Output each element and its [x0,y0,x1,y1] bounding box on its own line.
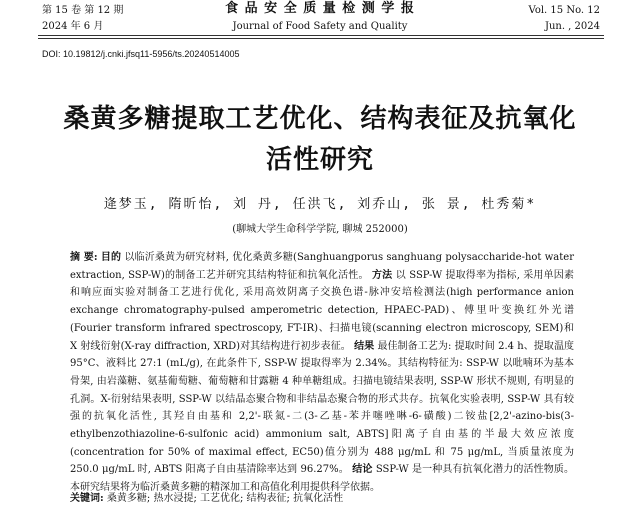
results-text: 最佳制备工艺为: 提取时间 2.4 h、提取温度 95°C、液料比 27:1 (mL/g), 在此条件下, SSP-W 提取得率为 2.34%。其结构特征为: SSP-W 以吡喃环为基本骨架, 由岩藻糖、氨基葡萄糖、葡萄糖和甘露糖 4 种单糖组成。扫描电镜结果表明, SSP-W 形状不规则, 有明显的孔洞。X-衍射结果表明, SSP-W 以结晶态聚合物和非结晶态聚合物的形式共存。抗氧化实验表明, SSP-W 具有较强的抗氧化活性, 其羟自由基和 2,2'-联氮-二(3-乙基-苯并噻唑啉-6-磺酸)二铵盐[2,2'-azino-bis(3-ethylbenzothiazoline-6-sulfonic acid) ammonium salt, ABTS]阳离子自由基的半最大效应浓度(concentration for 50% of maximal effect, EC50)值分别为 488 μg/mL 和 75 μg/mL, 当质量浓度为 250.0 μg/mL 时, ABTS 阳离子自由基清除率达到 96.27%。 [70,340,575,476]
abstract-label: 摘 要: [70,252,98,263]
header-rule-top [38,35,604,36]
objective-label: 目的 [100,252,122,263]
date-en: Jun. , 2024 [544,21,600,32]
journal-title-cn: 食 品 安 全 质 量 检 测 学 报 [225,1,415,16]
keywords [70,489,343,504]
conclusion-text: SSP-W 是一种具有抗氧化潜力的活性物质。本研究结果将为临沂桑黄多糖的精深加工和高值化利用提供科学依据。 [70,464,575,494]
keywords-text: 桑黄多糖; 热水浸提; 工艺优化; 结构表征; 抗氧化活性 [106,493,344,504]
paper-title-line1: 桑黄多糖提取工艺优化、结构表征及抗氧化 [63,104,577,134]
methods-label: 方法 [372,269,393,281]
date-cn: 2024 年 6 月 [42,21,104,32]
journal-header [0,0,640,34]
header-rule-bottom [38,38,604,39]
keywords-label: 关键词: [70,493,104,504]
objective-text: 以临沂桑黄为研究材料, 优化桑黄多糖(Sanghuangporus sanghuang polysaccharide-hot water extraction, SSP-W)的制备工艺并研究其结构特征和抗氧化活性。 [70,252,574,281]
volume-cn: 第 15 卷 第 12 期 [42,5,124,16]
results-label: 结果 [354,340,375,352]
authors: 逄梦玉, 隋昕怡, 刘 丹, 任洪飞, 刘乔山, 张 景, 杜秀菊* [103,197,537,212]
abstract [70,249,574,497]
doi[interactable]: DOI: 10.19812/j.cnki.jfsq11-5956/ts.20240514005 [42,49,240,59]
volume-en: Vol. 15 No. 12 [528,5,600,16]
methods-text: 以 SSP-W 提取得率为指标, 采用单因素和响应面实验对制备工艺进行优化, 采用高效阴离子交换色谱-脉冲安培检测法(high performance anion exchange chromatography-pulsed amperometric detection, HPAEC-PAD)、傅里叶变换红外光谱(Fourier transform infrared spectroscopy, FT-IR)、扫描电镜(scanning electron microscopy, SEM)和 X 射线衍射(X-ray diffraction, XRD)对其结构进行初步表征。 [70,269,574,352]
affiliation: (聊城大学生命科学学院, 聊城 252000) [232,224,408,235]
journal-title-en: Journal of Food Safety and Quality [232,21,408,32]
conclusion-label: 结论 [352,464,373,476]
paper-title-line2: 活性研究 [265,145,374,175]
